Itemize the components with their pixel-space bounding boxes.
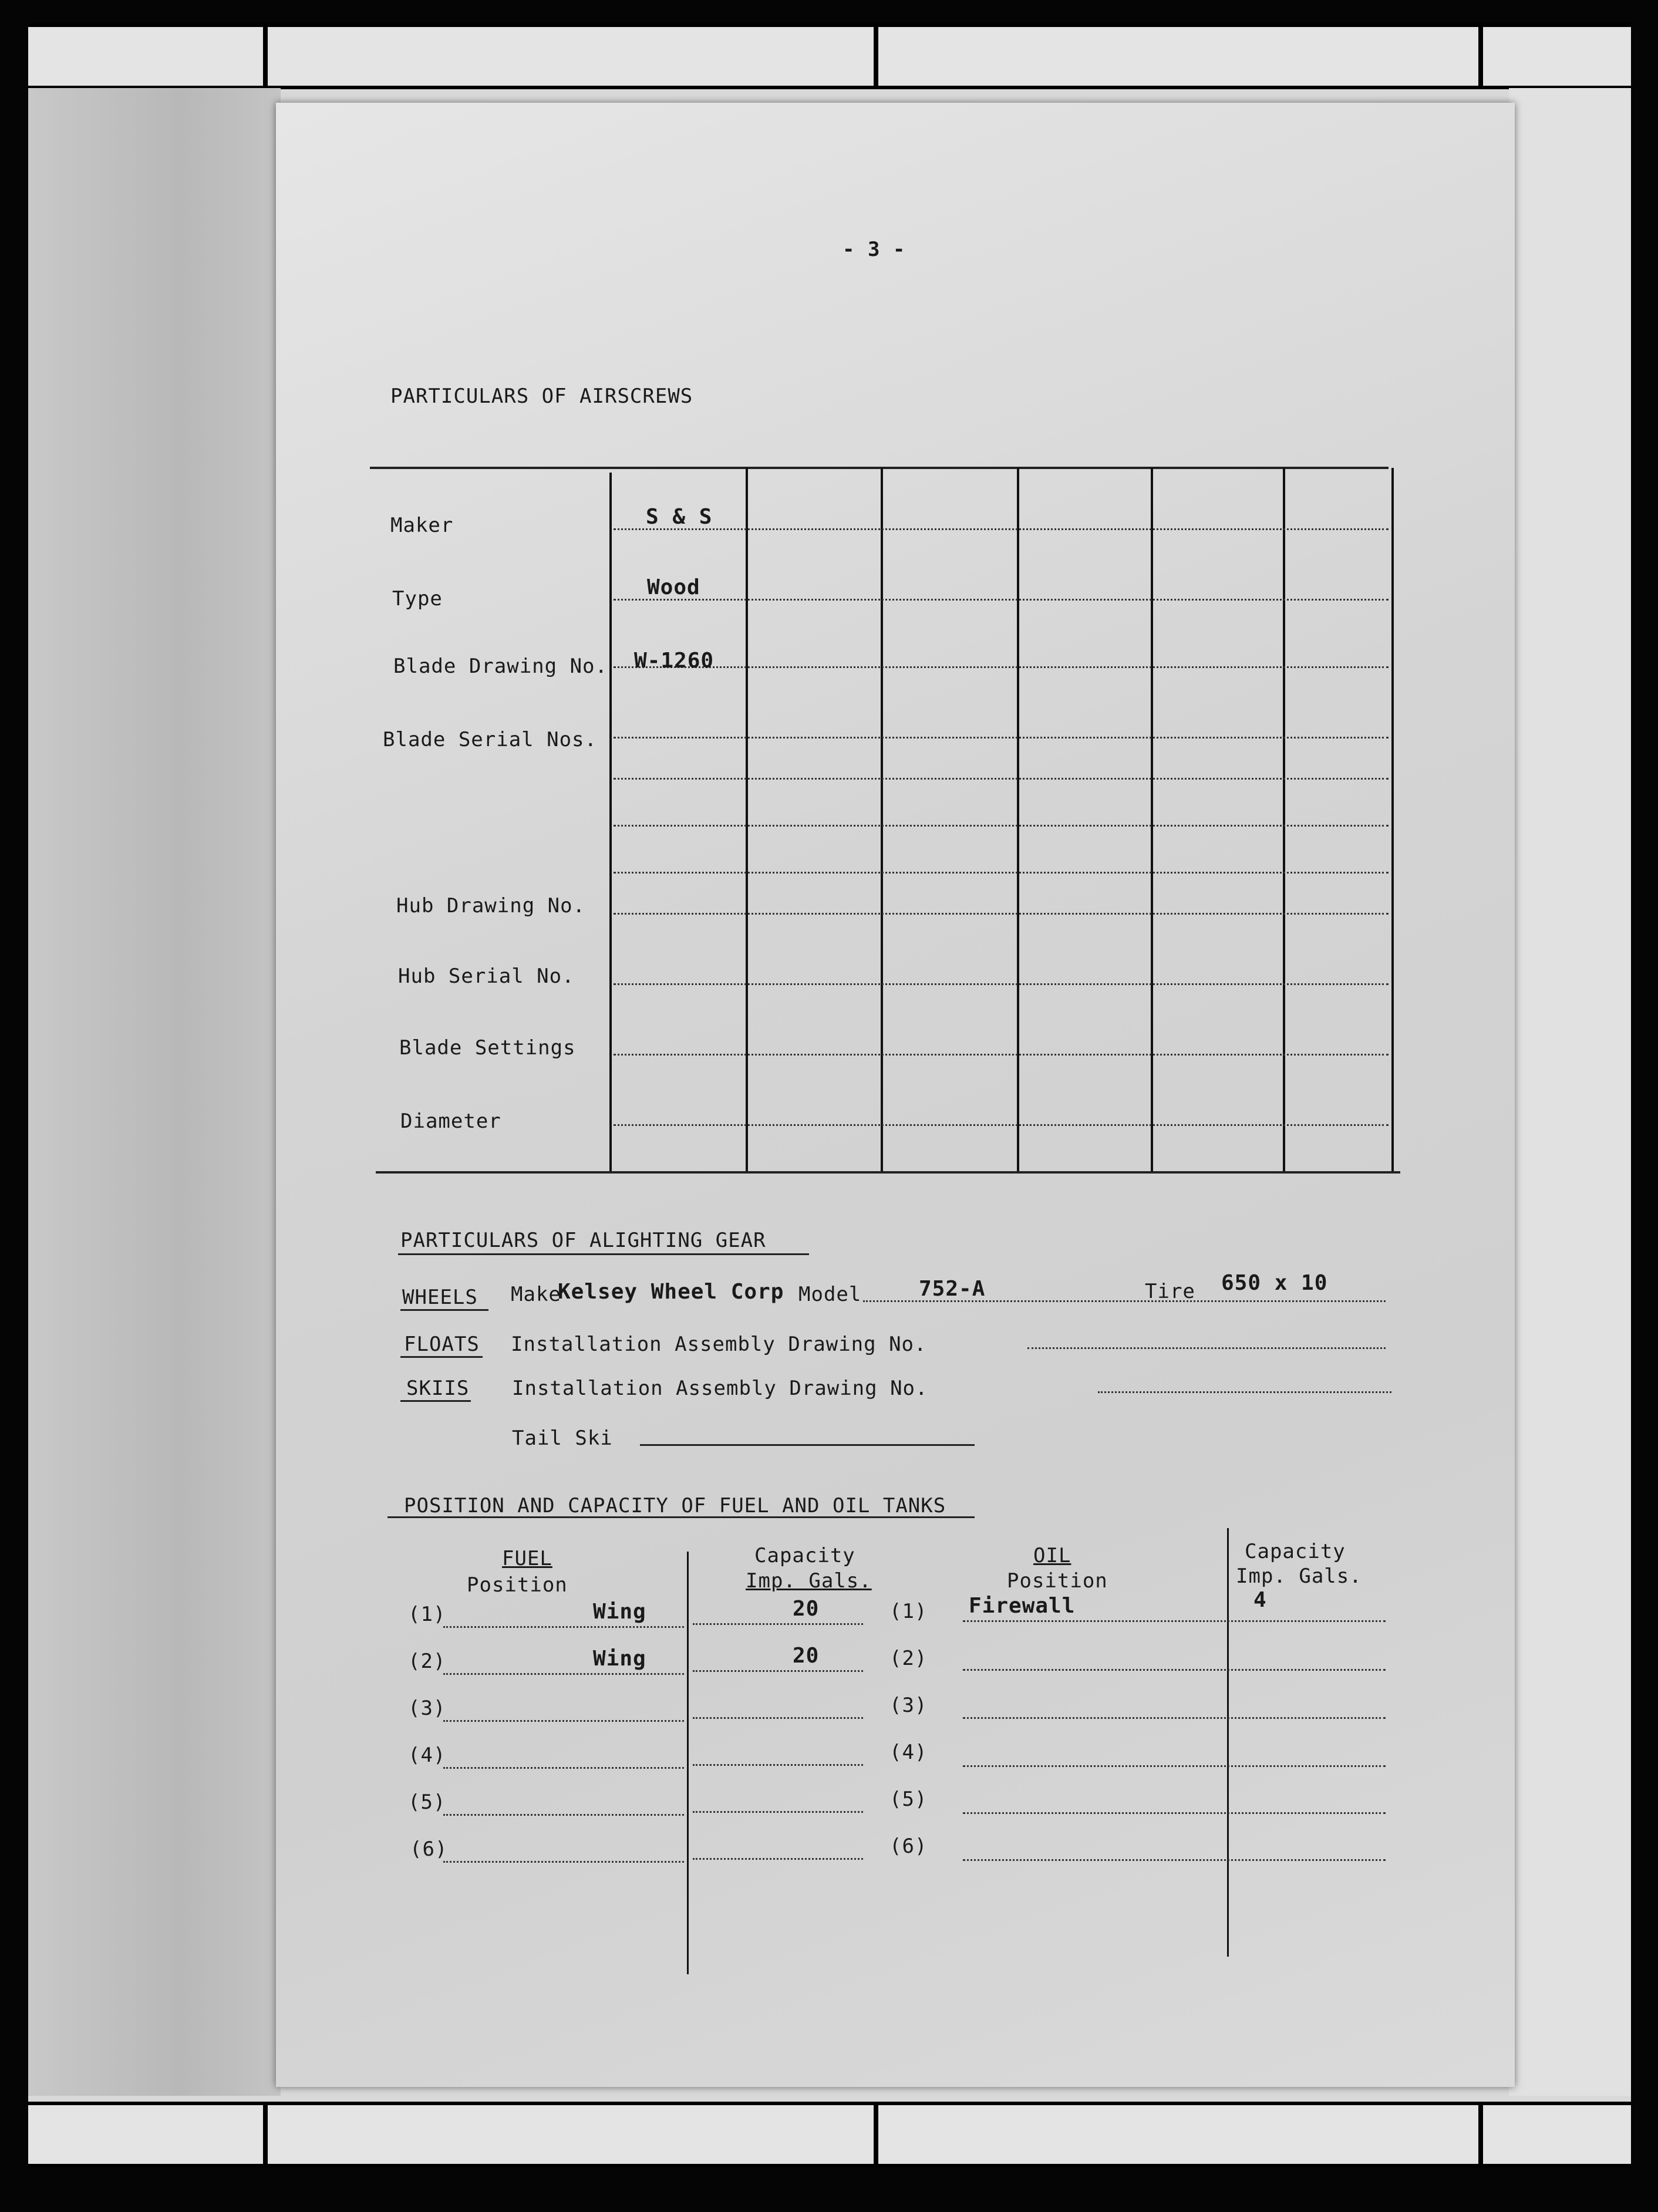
fuel-row-position: Wing (593, 1600, 646, 1624)
airscrews-row-line (614, 778, 1389, 780)
wheels-tire-value: 650 x 10 (1221, 1271, 1328, 1295)
floats-text: Installation Assembly Drawing No. (511, 1333, 927, 1356)
fuel-row-num: (5) (408, 1790, 446, 1814)
wheels-make-value: Kelsey Wheel Corp (558, 1280, 784, 1304)
airscrews-col-divider-5 (1283, 468, 1285, 1171)
oil-row-num: (3) (889, 1694, 928, 1717)
fuel-row-line (693, 1858, 863, 1860)
airscrews-row-line (614, 872, 1389, 874)
tanks-heading-underline (387, 1516, 975, 1518)
right-background (1509, 88, 1631, 2096)
film-strip-top (28, 23, 1631, 89)
wheels-model-value: 752-A (919, 1277, 986, 1301)
page-number: - 3 - (843, 238, 906, 261)
floats-underline (400, 1356, 483, 1358)
airscrews-row-label: Blade Settings (399, 1036, 576, 1060)
document-page (276, 103, 1515, 2087)
wheels-make-label: Make (511, 1283, 561, 1306)
airscrews-heading: PARTICULARS OF AIRSCREWS (390, 385, 693, 408)
airscrews-row-label: Type (392, 587, 443, 611)
fuel-row-capacity: 20 (793, 1597, 820, 1621)
oil-row-num: (4) (889, 1741, 928, 1764)
oil-position-label: Position (1007, 1569, 1108, 1593)
fuel-row-line (693, 1623, 863, 1625)
fuel-row-line (693, 1717, 863, 1719)
skis-line (1098, 1391, 1391, 1393)
fuel-position-label: Position (467, 1573, 568, 1597)
fuel-row-num: (3) (408, 1697, 446, 1720)
airscrews-col-divider-2 (881, 468, 883, 1171)
left-background (28, 88, 281, 2096)
oil-column-divider (1227, 1528, 1229, 1957)
wheels-tire-label: Tire (1145, 1280, 1195, 1303)
airscrews-row-label: Hub Serial No. (398, 965, 575, 988)
alighting-gear-heading: PARTICULARS OF ALIGHTING GEAR (400, 1229, 766, 1252)
airscrew-type-value: Wood (647, 575, 700, 599)
fuel-row-line (443, 1767, 684, 1769)
oil-row-line (963, 1717, 1386, 1719)
skis-label: SKIIS (406, 1377, 470, 1400)
airscrews-row-line (614, 983, 1389, 985)
tail-ski-line (640, 1444, 975, 1446)
wheels-underline (400, 1309, 488, 1311)
airscrews-row-label: Hub Drawing No. (396, 894, 586, 918)
airscrews-row-label: Blade Drawing No. (393, 655, 608, 678)
airscrews-col-divider-4 (1151, 468, 1153, 1171)
fuel-row-num: (2) (408, 1650, 446, 1673)
fuel-column-divider (687, 1552, 689, 1974)
airscrews-row-line (614, 1054, 1389, 1056)
fuel-row-line (443, 1861, 684, 1863)
fuel-row-line (693, 1764, 863, 1766)
oil-row-position: Firewall (969, 1594, 1076, 1618)
wheels-label: WHEELS (402, 1286, 478, 1309)
fuel-row-line (443, 1814, 684, 1816)
airscrews-col-divider-3 (1017, 468, 1019, 1171)
oil-row-num: (1) (889, 1600, 928, 1623)
oil-row-line (963, 1620, 1386, 1622)
heading-underline (398, 1253, 809, 1255)
airscrews-row-line (614, 528, 1389, 530)
fuel-row-num: (1) (408, 1603, 446, 1626)
skis-text: Installation Assembly Drawing No. (512, 1377, 928, 1400)
wheels-line (863, 1300, 1386, 1302)
oil-row-line (963, 1812, 1386, 1814)
oil-row-capacity: 4 (1253, 1588, 1267, 1612)
airscrews-row-label: Diameter (400, 1110, 501, 1133)
fuel-row-line (693, 1811, 863, 1813)
airscrews-row-line (614, 666, 1389, 668)
oil-row-line (963, 1859, 1386, 1861)
airscrews-table-bottom (376, 1171, 1400, 1174)
fuel-row-capacity: 20 (793, 1644, 820, 1668)
oil-row-line (963, 1669, 1386, 1671)
fuel-row-position: Wing (593, 1647, 646, 1671)
fuel-row-line (443, 1720, 684, 1722)
oil-capacity-label-2: Imp. Gals. (1236, 1564, 1362, 1588)
fuel-heading: FUEL (502, 1547, 552, 1570)
airscrews-row-line (614, 599, 1389, 601)
airscrews-row-line (614, 737, 1389, 739)
airscrew-blade-drawing-value: W-1260 (634, 649, 715, 673)
fuel-row-num: (6) (410, 1837, 448, 1861)
airscrew-maker-value: S & S (646, 505, 713, 529)
airscrews-row-line (614, 825, 1389, 827)
oil-row-num: (6) (889, 1835, 928, 1858)
fuel-row-num: (4) (408, 1744, 446, 1767)
fuel-row-line (443, 1673, 684, 1675)
tanks-heading: POSITION AND CAPACITY OF FUEL AND OIL TANKS (404, 1494, 946, 1518)
floats-line (1027, 1347, 1386, 1349)
floats-label: FLOATS (404, 1333, 480, 1356)
airscrews-col-divider-1 (746, 468, 748, 1171)
airscrews-row-label: Blade Serial Nos. (383, 728, 597, 751)
airscrews-table-right (1391, 468, 1394, 1171)
airscrews-col-divider-0 (609, 473, 612, 1171)
airscrews-row-label: Maker (390, 514, 454, 537)
fuel-row-line (693, 1670, 863, 1672)
wheels-model-label: Model (798, 1283, 862, 1306)
oil-row-line (963, 1765, 1386, 1767)
tail-ski-label: Tail Ski (512, 1427, 613, 1450)
fuel-capacity-label-2: Imp. Gals. (746, 1569, 872, 1593)
airscrews-table-top (370, 467, 1389, 469)
fuel-row-line (443, 1626, 684, 1628)
oil-row-num: (5) (889, 1788, 928, 1811)
oil-heading: OIL (1033, 1544, 1071, 1567)
oil-capacity-label-1: Capacity (1245, 1540, 1346, 1563)
airscrews-row-line (614, 913, 1389, 915)
fuel-capacity-label-1: Capacity (754, 1544, 855, 1567)
skis-underline (400, 1400, 471, 1402)
airscrews-row-line (614, 1124, 1389, 1126)
film-strip-bottom (28, 2102, 1631, 2167)
oil-row-num: (2) (889, 1647, 928, 1670)
